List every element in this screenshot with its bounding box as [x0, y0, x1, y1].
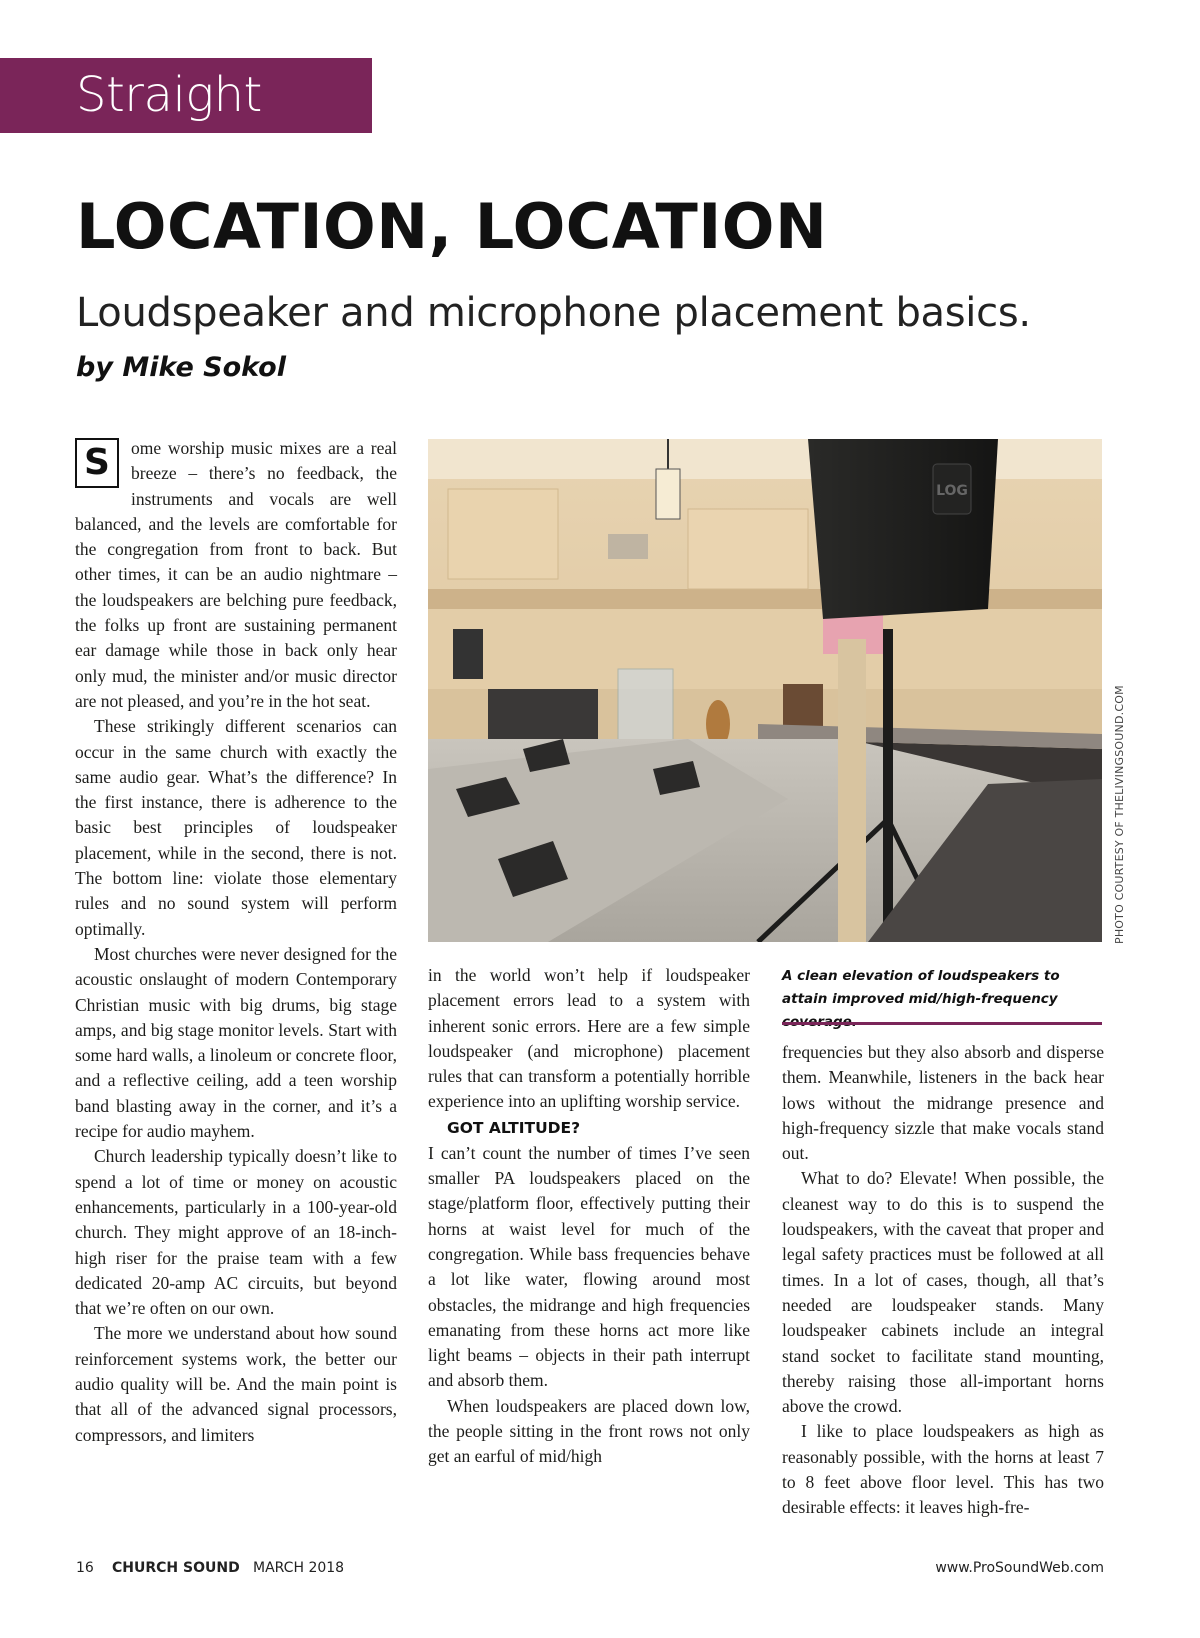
article-column-1: [75, 436, 397, 1448]
subhead: GOT ALTITUDE?: [447, 1118, 581, 1137]
issue-date: MARCH 2018: [253, 1560, 345, 1576]
drop-cap: S: [75, 438, 119, 488]
paragraph: When loudspeakers are placed down low, the people sitting in the front rows not only get an earful of mid/high: [428, 1395, 750, 1467]
article-deck: Loudspeaker and microphone placement basics.: [76, 290, 1031, 336]
paragraph: The more we understand about how sound reinforcement systems work, the better our audio quality will be. And the main point is that all of the advanced signal processors, compressors, and limiters: [75, 1323, 397, 1445]
paragraph: These strikingly different scenarios can occur in the same church with exactly the same audio gear. What’s the difference? In the first instance, there is adherence to the basic best principles of loudspeaker placement, while in the second, there is not. The bottom line: violate those elementary rules and no sound system will perform optimally.: [75, 716, 397, 939]
page-number: 16: [76, 1560, 94, 1576]
article-column-2: [428, 963, 750, 1470]
website-url: www.ProSoundWeb.com: [935, 1560, 1104, 1576]
article-photo: [428, 439, 1102, 942]
paragraph: I can’t count the number of times I’ve seen smaller PA loudspeakers placed on the stage/platform floor, effectively putting their horns at waist level for much of the congregation. While bass frequencies behave a lot like water, flowing around most obstacles, the midrange and high frequencies emanating from these horns act more like light beams – objects in their path interrupt and absorb them.: [428, 1142, 750, 1391]
photo-caption: A clean elevation of loudspeakers to attain improved mid/high-frequency: [782, 968, 1060, 1007]
caption-rule: [782, 1022, 1102, 1025]
paragraph: frequencies but they also absorb and disperse them. Meanwhile, listeners in the back hear lows without the midrange presence and high-frequency sizzle that make vocals stand out.: [782, 1042, 1104, 1164]
paragraph: in the world won’t help if loudspeaker placement errors lead to a system with inherent sonic errors. Here are a few simple loudspeaker (and microphone) placement rules that can transform a potentially horrible experience into an uplifting worship service.: [428, 965, 750, 1112]
article-headline: LOCATION, LOCATION: [76, 190, 828, 263]
byline: by Mike Sokol: [76, 352, 286, 383]
article-column-3: [782, 1040, 1104, 1521]
photo-credit: PHOTO COURTESY OF THELIVINGSOUND.COM: [1113, 685, 1126, 944]
speaker-brand-badge: LOG: [936, 483, 968, 499]
paragraph: Most churches were never designed for the acoustic onslaught of modern Contemporary Christian music with big drums, big stage amps, and big stage monitor levels. Start with some hard walls, a linoleum or concrete floor, and a reflective ceiling, add a teen worship band blasting away in the corner, and it’s a recipe for audio mayhem.: [75, 943, 397, 1142]
section-tab: Straight Path: [0, 58, 372, 133]
publication-name: CHURCH SOUND: [112, 1560, 240, 1576]
paragraph: What to do? Elevate! When possible, the cleanest way to do this is to suspend the loudspeakers, with the caveat that proper and legal safety practices must be followed at all times. In a lot of cases, though, all that’s needed are loudspeaker stands. Many loudspeaker cabinets include an integral stand socket to facilitate stand mounting, thereby raising those all-important horns above the crowd.: [782, 1168, 1104, 1417]
paragraph: S ome worship music mixes are a real breeze – there’s no feedback, the instruments and vocals are well balanced, and the levels are comfortable for the congregation from front to back. But other times, it can be an audio nightmare – the loudspeakers are belching pure feedback, the folks up front are sustaining permanent ear damage while those in back only hear only mud, the minister and/or music director are not pleased, and you’re in the hot seat.: [75, 438, 397, 711]
paragraph: I like to place loudspeakers as high as reasonably possible, with the horns at least 7 to 8 feet above floor level. This has two desirable effects: it leaves high-fre-: [782, 1421, 1104, 1518]
paragraph: Church leadership typically doesn’t like to spend a lot of time or money on acoustic enhancements, particularly in a 100-year-old church. They might approve of an 18-inch-high riser for the praise team with a few dedicated 20-amp AC circuits, but beyond that we’re often on our own.: [75, 1146, 397, 1319]
